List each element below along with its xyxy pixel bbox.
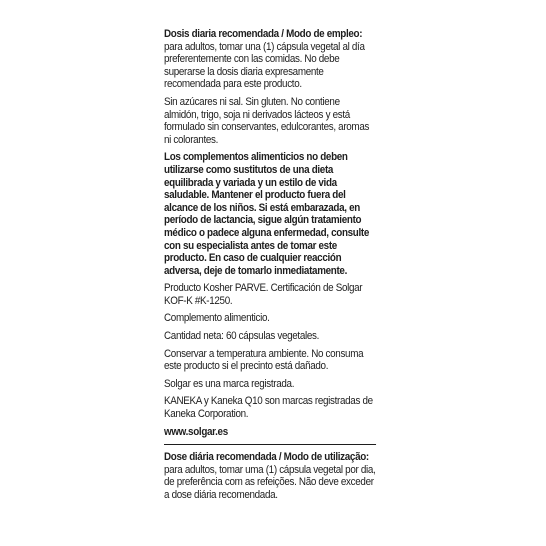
net-quantity: Cantidad neta: 60 cápsulas vegetales.: [164, 330, 320, 343]
free-from-statement: Sin azúcares ni sal. Sin gluten. No contiene almidón, trigo, soja ni derivados lácteos y está formulado sin conservantes, edulcorantes, aromas ni colorantes.: [164, 95, 370, 146]
dosage-text-pt: para adultos, tomar uma (1) cápsula vegetal por dia, de preferência com as refeições. Não deve exceder a dose diária recomendada.: [164, 463, 376, 501]
trademark-solgar: Solgar es una marca registrada.: [164, 377, 295, 390]
supplement-label: [164, 28, 376, 507]
dosage-heading-pt: Dose diária recomendada / Modo de utilização:: [164, 451, 369, 464]
warning-statement: Los complementos alimenticios no deben utilizarse como sustitutos de una dieta equilibrada y variada y un estilo de vida saludable. Mantener el producto fuera del alcance de los niños. Si está embarazada, en período de lactancia, sigue algún tratamiento médico o padece alguna enfermedad, consulte con su especialista antes de tomar este producto. En caso de cualquier reacción adversa, deje de tomarlo inmediatamente.: [164, 151, 370, 277]
dosage-paragraph-es: [164, 28, 376, 91]
storage-instructions: Conservar a temperatura ambiente. No consuma este producto si el precinto está dañado.: [164, 347, 364, 373]
trademark-kaneka: KANEKA y Kaneka Q10 son marcas registradas de Kaneka Corporation.: [164, 395, 373, 421]
section-divider: [164, 444, 376, 445]
dosage-text-es: para adultos, tomar una (1) cápsula vegetal al día preferentemente con las comidas. No debe superarse la dosis diaria expresamente recomendada para este producto.: [164, 40, 365, 91]
dosage-paragraph-pt: [164, 451, 376, 501]
website-link[interactable]: www.solgar.es: [164, 425, 228, 438]
product-category: Complemento alimenticio.: [164, 312, 270, 325]
dosage-heading-es: Dosis diaria recomendada / Modo de empleo:: [164, 28, 363, 40]
kosher-certification: Producto Kosher PARVE. Certificación de Solgar KOF-K #K-1250.: [164, 282, 363, 307]
